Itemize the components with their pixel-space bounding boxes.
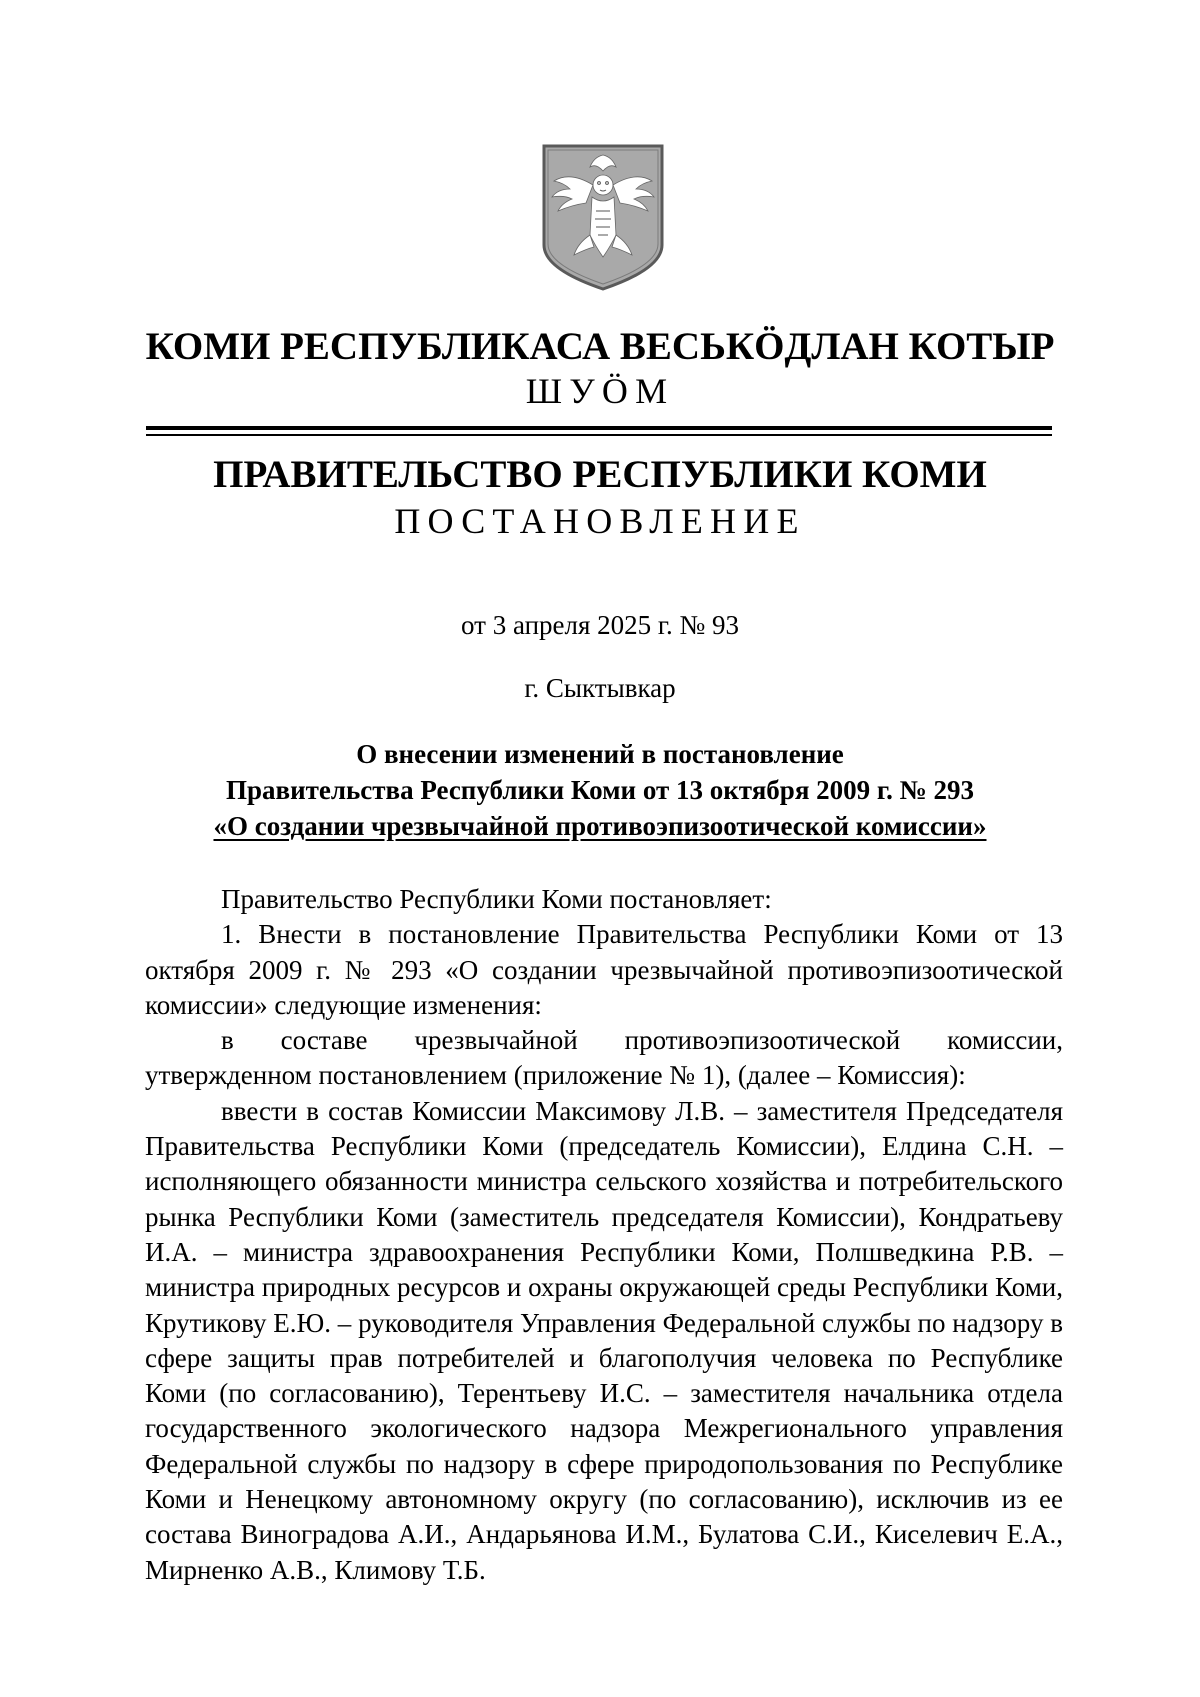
body-paragraph-4: ввести в состав Комиссии Максимову Л.В. – заместителя Председателя Правительства Республики Коми (председатель Комиссии), Елдина С.Н. – исполняющего обязанности министра сельского хозяйства и потребительского рынка Республики Коми (заместитель председателя Комиссии), Кондратьеву И.А. – министра здравоохранения Республики Коми, Полшведкина Р.В. – министра природных ресурсов и охраны окружающей среды Республики Коми, Крутикову Е.Ю. – руководителя Управления Федеральной службы по надзору в сфере защиты прав потребителей и благополучия человека по Республике Коми (по согласованию), Терентьеву И.С. – заместителя начальника отдела государственного экологического надзора Межрегионального управления Федеральной службы по надзору в сфере природопользования по Республике Коми и Ненецкому автономному округу (по согласованию), исключив из ее состава Виноградова А.И., Андарьянова И.М., Булатова С.И., Киселевич Е.А., Мирненко А.В., Климову Т.Б. [145,1095,1063,1585]
coat-of-arms-emblem [540,143,666,291]
document-title-line-3 [0,808,1200,844]
header-divider-thin [146,434,1052,436]
document-date-number: от 3 апреля 2025 г. № 93 [461,610,739,640]
russian-government-title: ПРАВИТЕЛЬСТВО РЕСПУБЛИКИ КОМИ [213,453,987,496]
document-city: г. Сыктывкар [524,673,676,703]
document-title-line-1: О внесении изменений в постановление [356,739,844,769]
header-divider-thick [146,426,1052,430]
komi-document-type: ШУӦМ [525,371,675,411]
body-paragraph-3: в составе чрезвычайной противоэпизоотической комиссии, утвержденном постановлением (приложение № 1), (далее – Комиссия): [145,1025,1063,1091]
document-body [145,882,1063,1588]
document-title-underlined: «О создании чрезвычайной противоэпизоотической комиссии» [213,811,987,841]
document-title-line-2: Правительства Республики Коми от 13 октября 2009 г. № 293 [225,775,975,805]
body-paragraph-2: 1. Внести в постановление Правительства Республики Коми от 13 октября 2009 г. № 293 «О создании чрезвычайной противоэпизоотической комиссии» следующие изменения: [145,919,1063,1020]
body-paragraph-1: Правительство Республики Коми постановляет: [221,884,772,914]
russian-document-type: ПОСТАНОВЛЕНИЕ [394,501,806,541]
komi-government-title: КОМИ РЕСПУБЛИКАСА ВЕСЬКӦДЛАН КОТЫР [145,325,1055,368]
